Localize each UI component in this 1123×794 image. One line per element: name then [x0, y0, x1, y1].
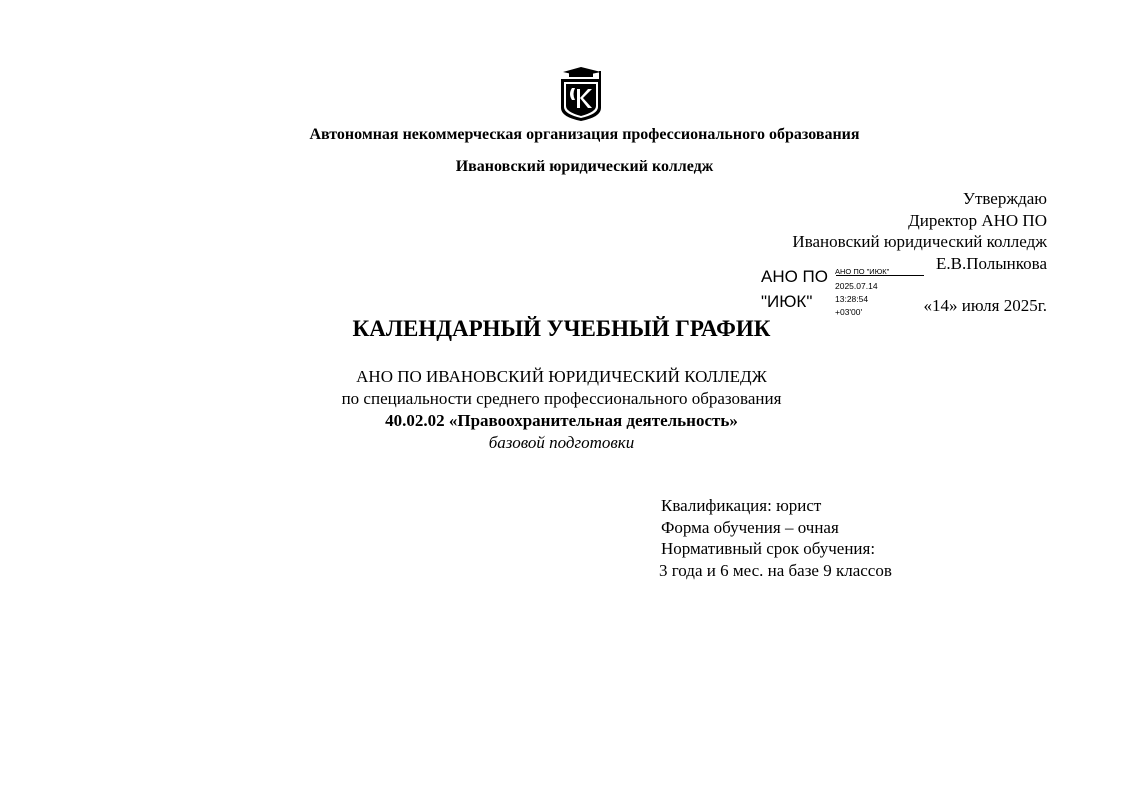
study-form: Форма обучения – очная — [661, 518, 839, 537]
training-level: базовой подготовки — [488, 433, 635, 452]
college-name-header: Ивановский юридический колледж — [455, 158, 714, 175]
qualification: Квалификация: юрист — [661, 496, 822, 515]
document-title: КАЛЕНДАРНЫЙ УЧЕБНЫЙ ГРАФИК — [352, 316, 771, 341]
approve-word: Утверждаю — [962, 189, 1047, 208]
study-term-label: Нормативный срок обучения: — [661, 539, 876, 558]
signature-detail-tz: +03'00' — [835, 307, 863, 317]
college-emblem-icon — [555, 64, 607, 122]
specialty-intro: по специальности среднего профессионального образования — [341, 389, 782, 408]
signature-detail-name: АНО ПО "ИЮК" — [835, 267, 890, 276]
signature-signer-line2: "ИЮК" — [761, 292, 813, 311]
signature-detail-time: 13:28:54 — [835, 294, 869, 304]
organization-full-name: Автономная некоммерческая организация профессионального образования — [309, 126, 860, 143]
signature-detail-date: 2025.07.14 — [835, 281, 878, 291]
director-title: Директор АНО ПО — [908, 211, 1047, 230]
approval-date: «14» июля 2025г. — [923, 296, 1047, 315]
director-name: Е.В.Полынкова — [935, 254, 1047, 273]
institution-name: АНО ПО ИВАНОВСКИЙ ЮРИДИЧЕСКИЙ КОЛЛЕДЖ — [356, 367, 767, 386]
approval-college-name: Ивановский юридический колледж — [792, 232, 1047, 251]
specialty-name: 40.02.02 «Правоохранительная деятельность» — [385, 411, 738, 430]
study-term-value: 3 года и 6 мес. на базе 9 классов — [659, 561, 892, 580]
signature-signer-line1: АНО ПО — [761, 267, 829, 286]
